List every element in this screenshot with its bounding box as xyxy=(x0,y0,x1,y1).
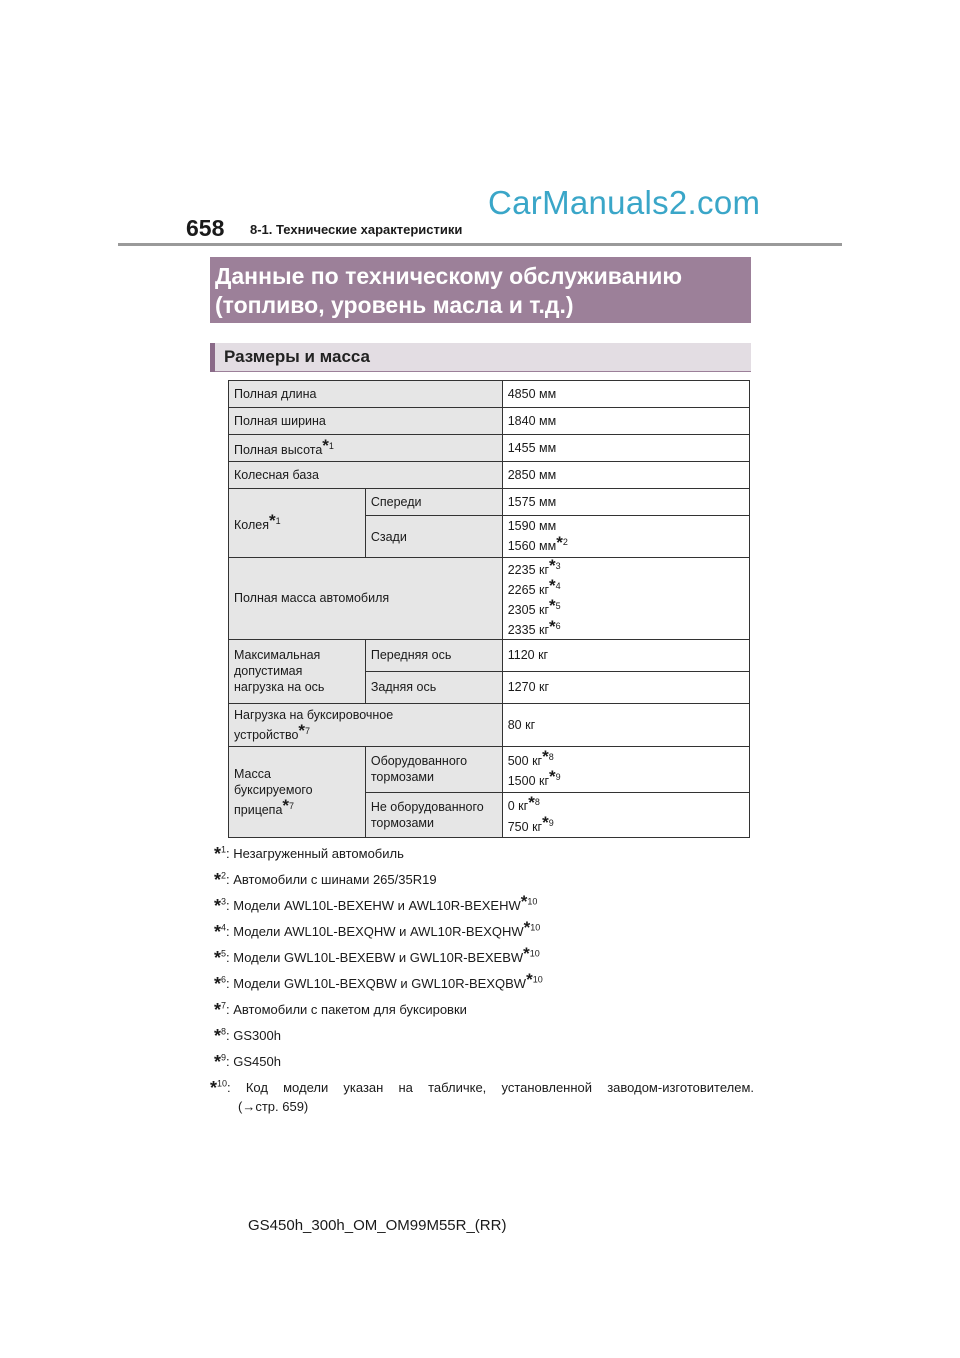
table-sublabel-cell xyxy=(365,792,502,837)
footnote-number: 3 xyxy=(221,896,227,907)
footnote-text: : GS450h xyxy=(226,1054,281,1069)
table-sublabel: Передняя ось xyxy=(365,639,502,671)
table-value-cell xyxy=(502,516,749,558)
footnote-star: * xyxy=(556,532,563,552)
table-row xyxy=(229,435,750,462)
footnote-ref: 10 xyxy=(527,896,538,907)
page-number: 658 xyxy=(186,215,225,241)
footnote-star: * xyxy=(523,944,530,963)
table-value-line xyxy=(508,578,744,598)
subtitle-accent-bar xyxy=(210,343,215,372)
table-value: 1590 мм xyxy=(507,519,557,534)
footnote xyxy=(210,1076,754,1114)
footnote-star: * xyxy=(214,1000,222,1020)
footnote-text: : Модели AWL10L-BEXEHW и AWL10R-BEXEHW xyxy=(226,898,521,913)
footnote-text: : Код модели указан на табличке, установленной заводом-изготовителем. xyxy=(227,1080,754,1095)
footnote-star: * xyxy=(214,896,222,916)
footnote-star: * xyxy=(542,812,549,832)
table-value: 2235 кг xyxy=(507,563,550,578)
table-value-line xyxy=(508,749,744,769)
table-label: прицепа xyxy=(234,802,283,817)
table-value: 1455 мм xyxy=(502,435,749,462)
table-label: Колея xyxy=(234,518,269,533)
footnote-number: 8 xyxy=(221,1026,227,1037)
footnote-star: * xyxy=(298,720,306,740)
footnote-star: * xyxy=(549,616,556,636)
table-value-cell xyxy=(502,558,749,640)
footnote-text: : Модели GWL10L-BEXQBW и GWL10R-BEXQBW xyxy=(226,976,527,991)
subtitle-text: Размеры и масса xyxy=(224,347,371,366)
footnote-ref: 1 xyxy=(328,440,334,451)
title-line-2: (топливо, уровень масла и т.д.) xyxy=(215,292,574,318)
table-row xyxy=(229,703,750,746)
footnote-star: * xyxy=(322,436,329,456)
footnote-text: (→стр. 659) xyxy=(238,1099,309,1114)
table-value: 2850 мм xyxy=(502,462,749,489)
footnote-star: * xyxy=(214,844,222,864)
footnote-ref: 5 xyxy=(555,601,561,612)
table-sublabel-cell xyxy=(365,746,502,792)
footnote-ref: 4 xyxy=(555,581,561,592)
footnote-ref: 8 xyxy=(548,751,554,762)
footnote-ref: 3 xyxy=(555,561,561,571)
section-heading: 8-1. Технические характеристики xyxy=(250,222,463,237)
table-value: 2265 кг xyxy=(507,583,550,598)
table-label: Нагрузка на буксировочное xyxy=(234,707,394,722)
footnote-star: * xyxy=(268,511,276,531)
header-rule xyxy=(118,243,842,246)
table-row xyxy=(229,639,750,671)
table-value: 2305 кг xyxy=(507,603,550,618)
footnote-text: : Незагруженный автомобиль xyxy=(226,846,404,861)
table-label-cell xyxy=(229,489,366,558)
table-label-line xyxy=(234,720,497,743)
footnote-star: * xyxy=(282,795,290,815)
table-label: Полная длина xyxy=(229,381,503,408)
footnote-text: : Автомобили с шинами 265/35R19 xyxy=(226,872,437,887)
footnote xyxy=(214,894,537,915)
table-value: 1840 мм xyxy=(502,408,749,435)
table-value: 4850 мм xyxy=(502,381,749,408)
table-label: нагрузка на ось xyxy=(234,680,325,695)
table-label: Полная масса автомобиля xyxy=(229,558,503,640)
table-value: 1270 кг xyxy=(502,671,749,703)
table-value: 500 кг xyxy=(507,754,543,769)
table-sublabel: Спереди xyxy=(365,489,502,516)
footnote-text: : Автомобили с пакетом для буксировки xyxy=(226,1002,467,1017)
table-label: допустимая xyxy=(234,664,303,679)
footnote xyxy=(214,1050,281,1071)
footnote xyxy=(214,998,467,1019)
footnote-ref: 7 xyxy=(289,800,295,811)
footnote-ref: 8 xyxy=(534,797,540,808)
footnote-ref: 6 xyxy=(555,621,561,632)
table-row xyxy=(229,746,750,792)
footnote-star: * xyxy=(549,767,556,787)
footnote-star: * xyxy=(542,747,549,767)
table-value-line xyxy=(508,558,744,578)
footnote-number: 7 xyxy=(221,1000,227,1011)
footnote-star: * xyxy=(526,970,533,989)
table-label: Максимальная xyxy=(234,648,321,663)
footnote-ref: 2 xyxy=(562,537,568,548)
table-sublabel: Оборудованного xyxy=(370,754,468,769)
table-row xyxy=(229,558,750,640)
table-value-line xyxy=(508,534,744,554)
footnote-text: : GS300h xyxy=(226,1028,281,1043)
table-label-cell xyxy=(229,746,366,837)
table-value: 1560 мм xyxy=(507,539,557,554)
table-label: Колесная база xyxy=(229,462,503,489)
table-label: буксируемого xyxy=(234,782,313,797)
footnote-star: * xyxy=(549,576,556,596)
table-label: Полная ширина xyxy=(229,408,503,435)
table-value-line xyxy=(508,769,744,789)
table-sublabel: Сзади xyxy=(365,516,502,558)
table-label-cell xyxy=(229,703,503,746)
footnote-ref: 10 xyxy=(529,948,540,959)
table-label: Масса xyxy=(234,766,271,781)
footnote-star: * xyxy=(520,892,528,911)
footnote-ref: 10 xyxy=(532,974,543,985)
footnote xyxy=(214,868,437,889)
footnote-star: * xyxy=(214,974,222,994)
table-value-line xyxy=(508,794,744,814)
footnote-ref: 9 xyxy=(555,772,561,783)
footnote-ref: 9 xyxy=(548,817,554,828)
table-sublabel: Не оборудованного xyxy=(370,799,484,814)
footnote xyxy=(214,842,404,863)
footnote-number: 10 xyxy=(217,1078,228,1089)
table-label-cell xyxy=(229,639,366,703)
table-value: 750 кг xyxy=(507,819,543,834)
title-banner xyxy=(210,257,751,323)
footnote-star: * xyxy=(214,1052,222,1072)
footnote-star: * xyxy=(214,948,222,968)
table-label-line xyxy=(234,795,360,818)
table-value: 1575 мм xyxy=(502,489,749,516)
footnote-number: 2 xyxy=(221,870,227,881)
table-value: 0 кг xyxy=(507,799,529,814)
table-value: 80 кг xyxy=(502,703,749,746)
table-value-cell xyxy=(502,792,749,837)
footnote-text: : Модели AWL10L-BEXQHW и AWL10R-BEXQHW xyxy=(226,924,524,939)
footnote-star: * xyxy=(528,792,535,812)
table-value-line xyxy=(507,812,744,835)
table-label: устройство xyxy=(234,727,299,742)
footnote-star: * xyxy=(523,918,531,937)
footnote xyxy=(214,920,540,941)
table-sublabel: тормозами xyxy=(370,770,434,785)
subtitle-banner xyxy=(210,343,751,372)
table-value: 2335 кг xyxy=(507,623,550,638)
title-line-1: Данные по техническому обслуживанию xyxy=(215,263,683,289)
footnote-ref: 10 xyxy=(530,922,541,933)
table-value-line xyxy=(508,598,744,618)
table-value-line xyxy=(508,618,744,638)
footnote-star: * xyxy=(214,922,222,942)
footnote-number: 4 xyxy=(221,922,227,933)
watermark-logo: CarManuals2.com xyxy=(488,184,761,221)
footnote-number: 5 xyxy=(221,948,227,959)
spec-table xyxy=(228,380,750,838)
footnote-text: : Модели GWL10L-BEXEBW и GWL10R-BEXEBW xyxy=(226,950,524,965)
table-sublabel: Задняя ось xyxy=(365,671,502,703)
table-label-cell xyxy=(229,435,503,462)
table-value: 1500 кг xyxy=(507,774,550,789)
footnote-star: * xyxy=(549,596,556,616)
table-value: 1120 кг xyxy=(502,639,749,671)
table-label: Полная высота xyxy=(234,443,323,458)
table-row xyxy=(229,381,750,408)
footnote xyxy=(214,1024,281,1045)
footnote-number: 9 xyxy=(221,1052,227,1063)
table-row xyxy=(229,462,750,489)
table-row xyxy=(229,408,750,435)
footnote-ref: 7 xyxy=(305,725,311,736)
footnote-star: * xyxy=(549,556,556,576)
footnote-ref: 1 xyxy=(275,515,281,526)
footnote-star: * xyxy=(214,1026,222,1046)
footnote-star: * xyxy=(214,870,222,890)
table-value-cell xyxy=(502,746,749,792)
footnote xyxy=(214,972,543,993)
table-sublabel: тормозами xyxy=(370,815,434,830)
footnote-line xyxy=(210,1076,754,1097)
footnote-star: * xyxy=(210,1078,218,1098)
footnote-number: 1 xyxy=(221,844,227,855)
footnote xyxy=(214,946,540,967)
footer-code: GS450h_300h_OM_OM99M55R_(RR) xyxy=(248,1217,507,1234)
table-row xyxy=(229,489,750,516)
footnote-number: 6 xyxy=(221,974,227,985)
